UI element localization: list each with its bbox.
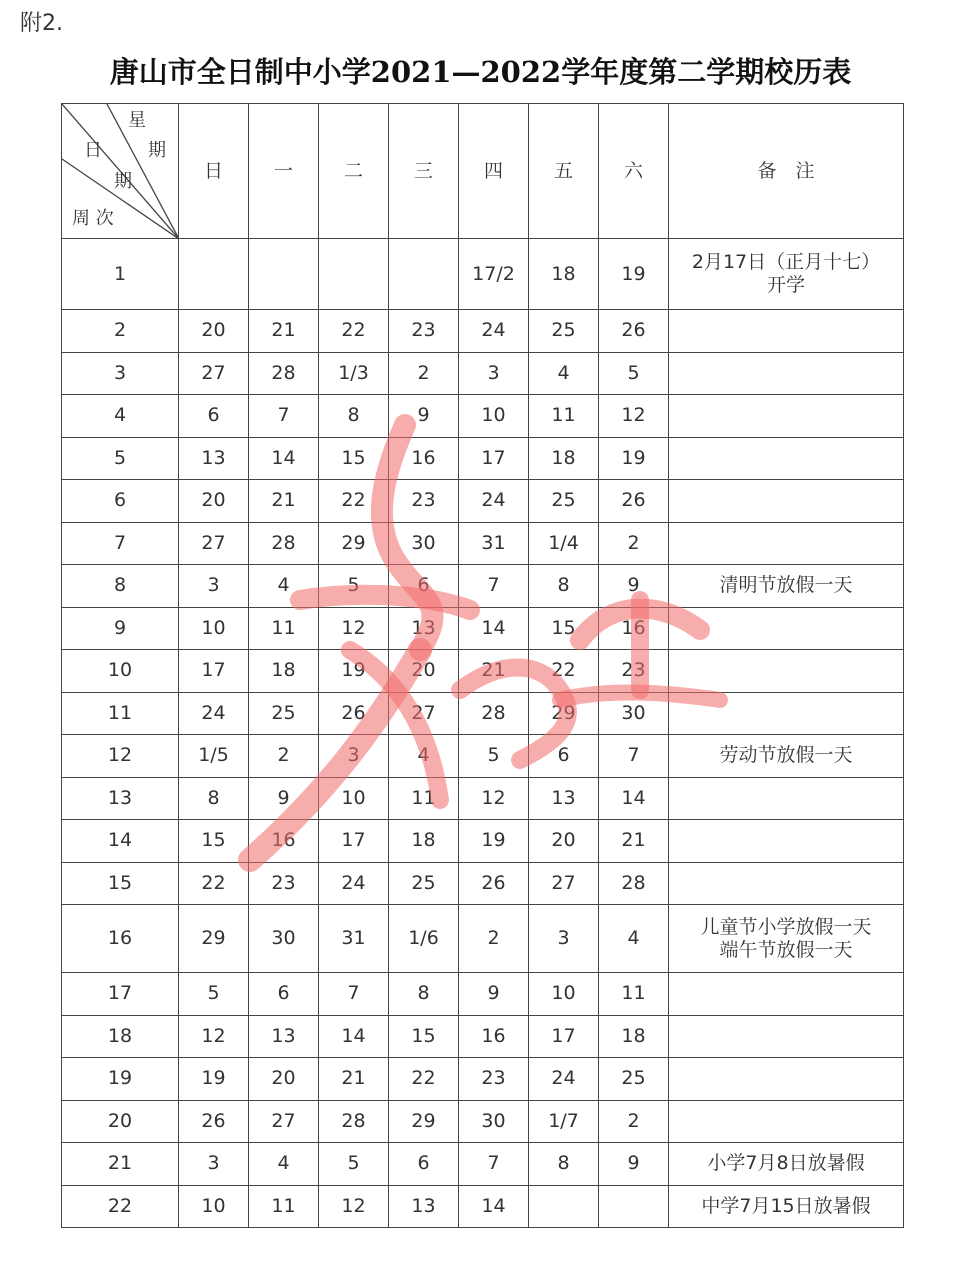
table-row [62, 692, 904, 735]
remark-cell [669, 692, 904, 735]
remark-line: 小学7月8日放暑假 [707, 1152, 865, 1175]
week-number-cell: 15 [62, 862, 179, 905]
corner-label-ri: 日 [84, 140, 102, 161]
date-cell-wed: 2 [389, 352, 459, 395]
date-cell-sat: 28 [599, 862, 669, 905]
date-cell-fri: 6 [529, 735, 599, 778]
date-cell-thu: 26 [459, 862, 529, 905]
date-cell-sun: 1/5 [179, 735, 249, 778]
date-cell-mon: 16 [249, 820, 319, 863]
date-cell-fri: 8 [529, 565, 599, 608]
remark-cell [669, 239, 904, 310]
date-cell-sat: 19 [599, 239, 669, 310]
date-cell-tue: 12 [319, 1185, 389, 1228]
date-cell-fri: 1/7 [529, 1100, 599, 1143]
date-cell-tue: 10 [319, 777, 389, 820]
remark-cell [669, 352, 904, 395]
date-cell-sun: 26 [179, 1100, 249, 1143]
date-cell-fri: 8 [529, 1143, 599, 1186]
date-cell-wed: 11 [389, 777, 459, 820]
date-cell-wed: 6 [389, 1143, 459, 1186]
date-cell-tue: 5 [319, 565, 389, 608]
week-number-cell: 17 [62, 973, 179, 1016]
date-cell-thu: 31 [459, 522, 529, 565]
date-cell-wed: 23 [389, 310, 459, 353]
date-cell-fri: 3 [529, 905, 599, 973]
date-cell-fri [529, 1185, 599, 1228]
date-cell-sat: 23 [599, 650, 669, 693]
date-cell-sat: 25 [599, 1058, 669, 1101]
week-number-cell: 20 [62, 1100, 179, 1143]
remark-line: 中学7月15日放暑假 [701, 1194, 871, 1217]
table-row [62, 1185, 904, 1228]
week-number-cell: 13 [62, 777, 179, 820]
remark-line: 儿童节小学放假一天 [700, 915, 872, 938]
weekday-header-wed: 三 [389, 104, 459, 239]
date-cell-sun: 20 [179, 480, 249, 523]
date-cell-fri: 22 [529, 650, 599, 693]
date-cell-mon: 27 [249, 1100, 319, 1143]
date-cell-fri: 18 [529, 239, 599, 310]
week-number-cell: 4 [62, 395, 179, 438]
date-cell-sat: 30 [599, 692, 669, 735]
remark-cell [669, 1143, 904, 1186]
date-cell-sun: 19 [179, 1058, 249, 1101]
date-cell-tue: 1/3 [319, 352, 389, 395]
remarks-header: 备 注 [669, 104, 904, 239]
date-cell-mon: 14 [249, 437, 319, 480]
date-cell-thu: 10 [459, 395, 529, 438]
date-cell-tue: 24 [319, 862, 389, 905]
date-cell-fri: 24 [529, 1058, 599, 1101]
date-cell-mon: 11 [249, 1185, 319, 1228]
week-number-cell: 19 [62, 1058, 179, 1101]
remark-line: 清明节放假一天 [719, 574, 853, 597]
week-number-cell: 9 [62, 607, 179, 650]
weekday-header-thu: 四 [459, 104, 529, 239]
date-cell-mon [249, 239, 319, 310]
remark-line: 2月17日（正月十七） [691, 251, 881, 274]
table-row [62, 777, 904, 820]
date-cell-thu: 17/2 [459, 239, 529, 310]
remark-cell [669, 607, 904, 650]
table-row [62, 352, 904, 395]
week-number-cell: 7 [62, 522, 179, 565]
date-cell-sat: 16 [599, 607, 669, 650]
date-cell-sat: 2 [599, 1100, 669, 1143]
week-number-cell: 6 [62, 480, 179, 523]
date-cell-tue: 29 [319, 522, 389, 565]
remark-cell [669, 1058, 904, 1101]
date-cell-thu: 7 [459, 1143, 529, 1186]
remark-cell [669, 522, 904, 565]
remark-cell [669, 650, 904, 693]
table-row [62, 239, 904, 310]
date-cell-sun: 3 [179, 1143, 249, 1186]
corner-label-xing: 星 [128, 110, 146, 131]
date-cell-sun: 24 [179, 692, 249, 735]
date-cell-sun: 22 [179, 862, 249, 905]
date-cell-thu: 28 [459, 692, 529, 735]
date-cell-mon: 30 [249, 905, 319, 973]
date-cell-wed: 16 [389, 437, 459, 480]
date-cell-sun: 13 [179, 437, 249, 480]
table-row [62, 735, 904, 778]
corner-label-zhou-ci: 周 次 [72, 208, 114, 229]
date-cell-wed: 25 [389, 862, 459, 905]
week-number-cell: 5 [62, 437, 179, 480]
date-cell-mon: 13 [249, 1015, 319, 1058]
weekday-header-fri: 五 [529, 104, 599, 239]
date-cell-thu: 24 [459, 310, 529, 353]
remark-line: 开学 [766, 274, 805, 296]
table-row [62, 905, 904, 973]
date-cell-thu: 3 [459, 352, 529, 395]
date-cell-tue [319, 239, 389, 310]
date-cell-tue: 14 [319, 1015, 389, 1058]
date-cell-mon: 4 [249, 565, 319, 608]
table-row [62, 1100, 904, 1143]
date-cell-sat: 19 [599, 437, 669, 480]
date-cell-thu: 30 [459, 1100, 529, 1143]
page-title: 唐山市全日制中小学2021—2022学年度第二学期校历表 [109, 55, 852, 89]
date-cell-sat: 4 [599, 905, 669, 973]
date-cell-tue: 12 [319, 607, 389, 650]
table-row [62, 820, 904, 863]
date-cell-mon: 20 [249, 1058, 319, 1101]
remark-cell [669, 1100, 904, 1143]
table-row [62, 607, 904, 650]
remark-cell [669, 862, 904, 905]
week-number-cell: 10 [62, 650, 179, 693]
date-cell-sat: 7 [599, 735, 669, 778]
date-cell-sat: 11 [599, 973, 669, 1016]
remark-line: 劳动节放假一天 [719, 744, 853, 767]
date-cell-wed: 13 [389, 607, 459, 650]
date-cell-wed: 13 [389, 1185, 459, 1228]
corner-label-qi-top: 期 [148, 140, 166, 161]
date-cell-tue: 31 [319, 905, 389, 973]
date-cell-mon: 21 [249, 480, 319, 523]
date-cell-fri: 1/4 [529, 522, 599, 565]
date-cell-thu: 14 [459, 607, 529, 650]
date-cell-sun: 8 [179, 777, 249, 820]
table-row [62, 480, 904, 523]
date-cell-mon: 9 [249, 777, 319, 820]
date-cell-sat: 2 [599, 522, 669, 565]
date-cell-fri: 18 [529, 437, 599, 480]
week-number-cell: 16 [62, 905, 179, 973]
week-number-cell: 11 [62, 692, 179, 735]
date-cell-wed: 23 [389, 480, 459, 523]
date-cell-sun: 10 [179, 1185, 249, 1228]
date-cell-fri: 25 [529, 310, 599, 353]
date-cell-tue: 22 [319, 310, 389, 353]
header-row [62, 104, 904, 239]
date-cell-tue: 15 [319, 437, 389, 480]
calendar-body [62, 104, 904, 1228]
date-cell-tue: 8 [319, 395, 389, 438]
remark-cell [669, 1185, 904, 1228]
remark-cell [669, 1015, 904, 1058]
table-row [62, 1058, 904, 1101]
date-cell-sun: 6 [179, 395, 249, 438]
week-number-cell: 18 [62, 1015, 179, 1058]
table-row [62, 862, 904, 905]
date-cell-sun: 3 [179, 565, 249, 608]
date-cell-wed: 1/6 [389, 905, 459, 973]
date-cell-sun: 10 [179, 607, 249, 650]
remark-cell [669, 820, 904, 863]
table-row [62, 973, 904, 1016]
date-cell-thu: 12 [459, 777, 529, 820]
date-cell-fri: 10 [529, 973, 599, 1016]
date-cell-tue: 19 [319, 650, 389, 693]
date-cell-thu: 9 [459, 973, 529, 1016]
date-cell-mon: 7 [249, 395, 319, 438]
table-row [62, 1143, 904, 1186]
date-cell-fri: 29 [529, 692, 599, 735]
date-cell-wed: 29 [389, 1100, 459, 1143]
date-cell-thu: 17 [459, 437, 529, 480]
date-cell-wed: 22 [389, 1058, 459, 1101]
week-number-cell: 21 [62, 1143, 179, 1186]
date-cell-tue: 28 [319, 1100, 389, 1143]
date-cell-wed: 9 [389, 395, 459, 438]
remark-line: 端午节放假一天 [719, 938, 853, 961]
table-row [62, 522, 904, 565]
attachment-note: 附2. [20, 11, 63, 36]
date-cell-thu: 21 [459, 650, 529, 693]
date-cell-mon: 18 [249, 650, 319, 693]
remark-cell [669, 777, 904, 820]
date-cell-sun: 5 [179, 973, 249, 1016]
date-cell-sun [179, 239, 249, 310]
date-cell-wed: 8 [389, 973, 459, 1016]
week-number-cell: 12 [62, 735, 179, 778]
date-cell-sat: 26 [599, 480, 669, 523]
date-cell-sat [599, 1185, 669, 1228]
date-cell-thu: 19 [459, 820, 529, 863]
remark-cell [669, 973, 904, 1016]
date-cell-sun: 27 [179, 352, 249, 395]
date-cell-thu: 7 [459, 565, 529, 608]
weekday-header-tue: 二 [319, 104, 389, 239]
date-cell-sat: 18 [599, 1015, 669, 1058]
date-cell-tue: 21 [319, 1058, 389, 1101]
date-cell-sat: 9 [599, 565, 669, 608]
week-number-cell: 14 [62, 820, 179, 863]
remark-cell [669, 480, 904, 523]
table-row [62, 437, 904, 480]
date-cell-sun: 15 [179, 820, 249, 863]
date-cell-sun: 27 [179, 522, 249, 565]
date-cell-wed: 4 [389, 735, 459, 778]
remark-cell [669, 437, 904, 480]
diagonal-header-cell [62, 104, 179, 239]
date-cell-sun: 12 [179, 1015, 249, 1058]
table-row [62, 650, 904, 693]
date-cell-thu: 14 [459, 1185, 529, 1228]
date-cell-tue: 7 [319, 973, 389, 1016]
date-cell-fri: 25 [529, 480, 599, 523]
date-cell-mon: 2 [249, 735, 319, 778]
date-cell-mon: 23 [249, 862, 319, 905]
date-cell-wed: 27 [389, 692, 459, 735]
week-number-cell: 3 [62, 352, 179, 395]
remark-cell [669, 310, 904, 353]
table-row [62, 310, 904, 353]
date-cell-thu: 24 [459, 480, 529, 523]
date-cell-mon: 28 [249, 522, 319, 565]
date-cell-mon: 21 [249, 310, 319, 353]
date-cell-wed: 6 [389, 565, 459, 608]
date-cell-sun: 29 [179, 905, 249, 973]
date-cell-thu: 5 [459, 735, 529, 778]
date-cell-fri: 20 [529, 820, 599, 863]
date-cell-wed: 18 [389, 820, 459, 863]
date-cell-tue: 26 [319, 692, 389, 735]
date-cell-fri: 27 [529, 862, 599, 905]
date-cell-sat: 21 [599, 820, 669, 863]
date-cell-thu: 2 [459, 905, 529, 973]
date-cell-sat: 12 [599, 395, 669, 438]
date-cell-thu: 23 [459, 1058, 529, 1101]
date-cell-sat: 26 [599, 310, 669, 353]
date-cell-tue: 17 [319, 820, 389, 863]
date-cell-mon: 11 [249, 607, 319, 650]
date-cell-mon: 6 [249, 973, 319, 1016]
date-cell-mon: 28 [249, 352, 319, 395]
date-cell-fri: 4 [529, 352, 599, 395]
date-cell-sun: 20 [179, 310, 249, 353]
date-cell-fri: 17 [529, 1015, 599, 1058]
remark-cell [669, 735, 904, 778]
date-cell-wed: 30 [389, 522, 459, 565]
date-cell-thu: 16 [459, 1015, 529, 1058]
week-number-cell: 2 [62, 310, 179, 353]
date-cell-sat: 14 [599, 777, 669, 820]
date-cell-wed: 20 [389, 650, 459, 693]
date-cell-tue: 3 [319, 735, 389, 778]
remark-cell [669, 565, 904, 608]
date-cell-fri: 11 [529, 395, 599, 438]
weekday-header-sun: 日 [179, 104, 249, 239]
weekday-header-mon: 一 [249, 104, 319, 239]
week-number-cell: 8 [62, 565, 179, 608]
week-number-cell: 22 [62, 1185, 179, 1228]
date-cell-mon: 4 [249, 1143, 319, 1186]
date-cell-tue: 5 [319, 1143, 389, 1186]
week-number-cell: 1 [62, 239, 179, 310]
table-row [62, 395, 904, 438]
corner-label-qi-mid: 期 [114, 171, 132, 192]
date-cell-wed [389, 239, 459, 310]
table-row [62, 1015, 904, 1058]
date-cell-mon: 25 [249, 692, 319, 735]
school-calendar-table [61, 103, 904, 1228]
date-cell-wed: 15 [389, 1015, 459, 1058]
date-cell-sat: 9 [599, 1143, 669, 1186]
date-cell-tue: 22 [319, 480, 389, 523]
remark-cell [669, 395, 904, 438]
date-cell-sun: 17 [179, 650, 249, 693]
date-cell-fri: 13 [529, 777, 599, 820]
table-row [62, 565, 904, 608]
date-cell-sat: 5 [599, 352, 669, 395]
remark-cell [669, 905, 904, 973]
weekday-header-sat: 六 [599, 104, 669, 239]
date-cell-fri: 15 [529, 607, 599, 650]
